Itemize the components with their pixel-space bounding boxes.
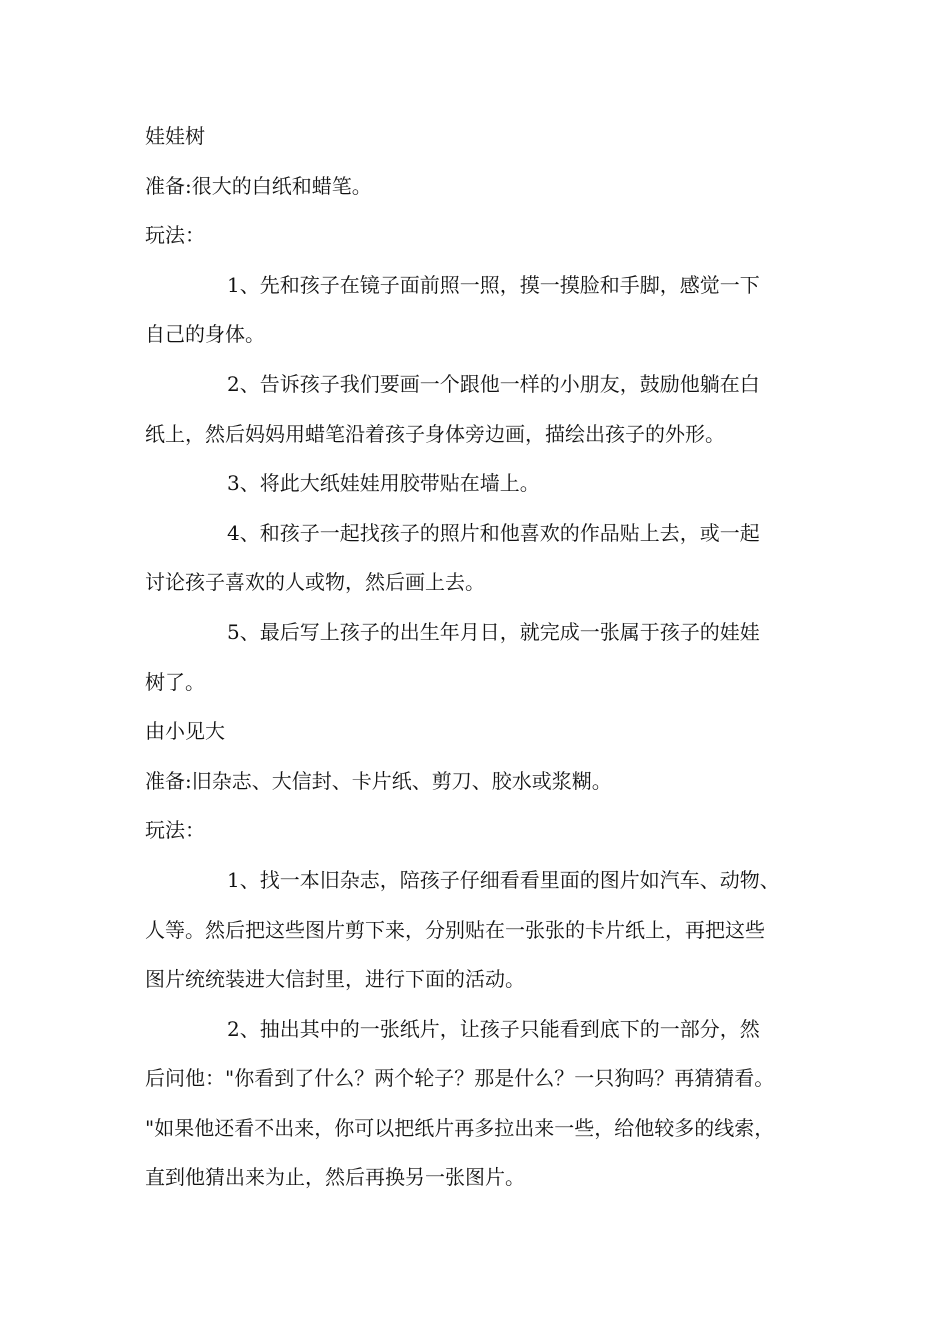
step-line: 后问他："你看到了什么？两个轮子？那是什么？一只狗吗？再猜猜看。 [145, 1066, 775, 1091]
step-line: 4、和孩子一起找孩子的照片和他喜欢的作品贴上去，或一起 [227, 520, 760, 545]
step-line: "如果他还看不出来，你可以把纸片再多拉出来一些，给他较多的线索， [145, 1115, 775, 1140]
step-paragraph [145, 1005, 815, 1203]
method-label: 玩法： [145, 818, 205, 843]
preparation-text: 准备:旧杂志、大信封、卡片纸、剪刀、胶水或浆糊。 [145, 768, 612, 793]
step-line: 2、抽出其中的一张纸片，让孩子只能看到底下的一部分，然 [227, 1016, 760, 1041]
step-line: 1、找一本旧杂志，陪孩子仔细看看里面的图片如汽车、动物、 [227, 867, 780, 892]
step-paragraph [145, 509, 815, 608]
section-title: 娃娃树 [145, 124, 205, 148]
document-body [145, 112, 815, 1203]
step-paragraph [145, 360, 815, 459]
preparation-text: 准备:很大的白纸和蜡笔。 [145, 173, 372, 198]
step-line: 讨论孩子喜欢的人或物，然后画上去。 [145, 570, 485, 595]
step-line: 直到他猜出来为止，然后再换另一张图片。 [145, 1165, 525, 1190]
step-line: 树了。 [145, 669, 205, 694]
step-line: 3、将此大纸娃娃用胶带贴在墙上。 [227, 471, 540, 496]
step-line: 人等。然后把这些图片剪下来，分别贴在一张张的卡片纸上，再把这些 [145, 917, 765, 942]
step-paragraph [145, 608, 815, 707]
step-paragraph [145, 459, 815, 509]
step-line: 图片统统装进大信封里，进行下面的活动。 [145, 967, 525, 992]
step-line: 纸上，然后妈妈用蜡笔沿着孩子身体旁边画，描绘出孩子的外形。 [145, 421, 725, 446]
step-paragraph [145, 856, 815, 1005]
step-line: 5、最后写上孩子的出生年月日，就完成一张属于孩子的娃娃 [227, 619, 760, 644]
step-line: 自己的身体。 [145, 322, 265, 347]
method-label: 玩法： [145, 223, 205, 248]
step-line: 2、告诉孩子我们要画一个跟他一样的小朋友，鼓励他躺在白 [227, 371, 760, 396]
step-line: 1、先和孩子在镜子面前照一照，摸一摸脸和手脚，感觉一下 [227, 272, 760, 297]
step-paragraph [145, 261, 815, 360]
section-title: 由小见大 [145, 719, 225, 744]
